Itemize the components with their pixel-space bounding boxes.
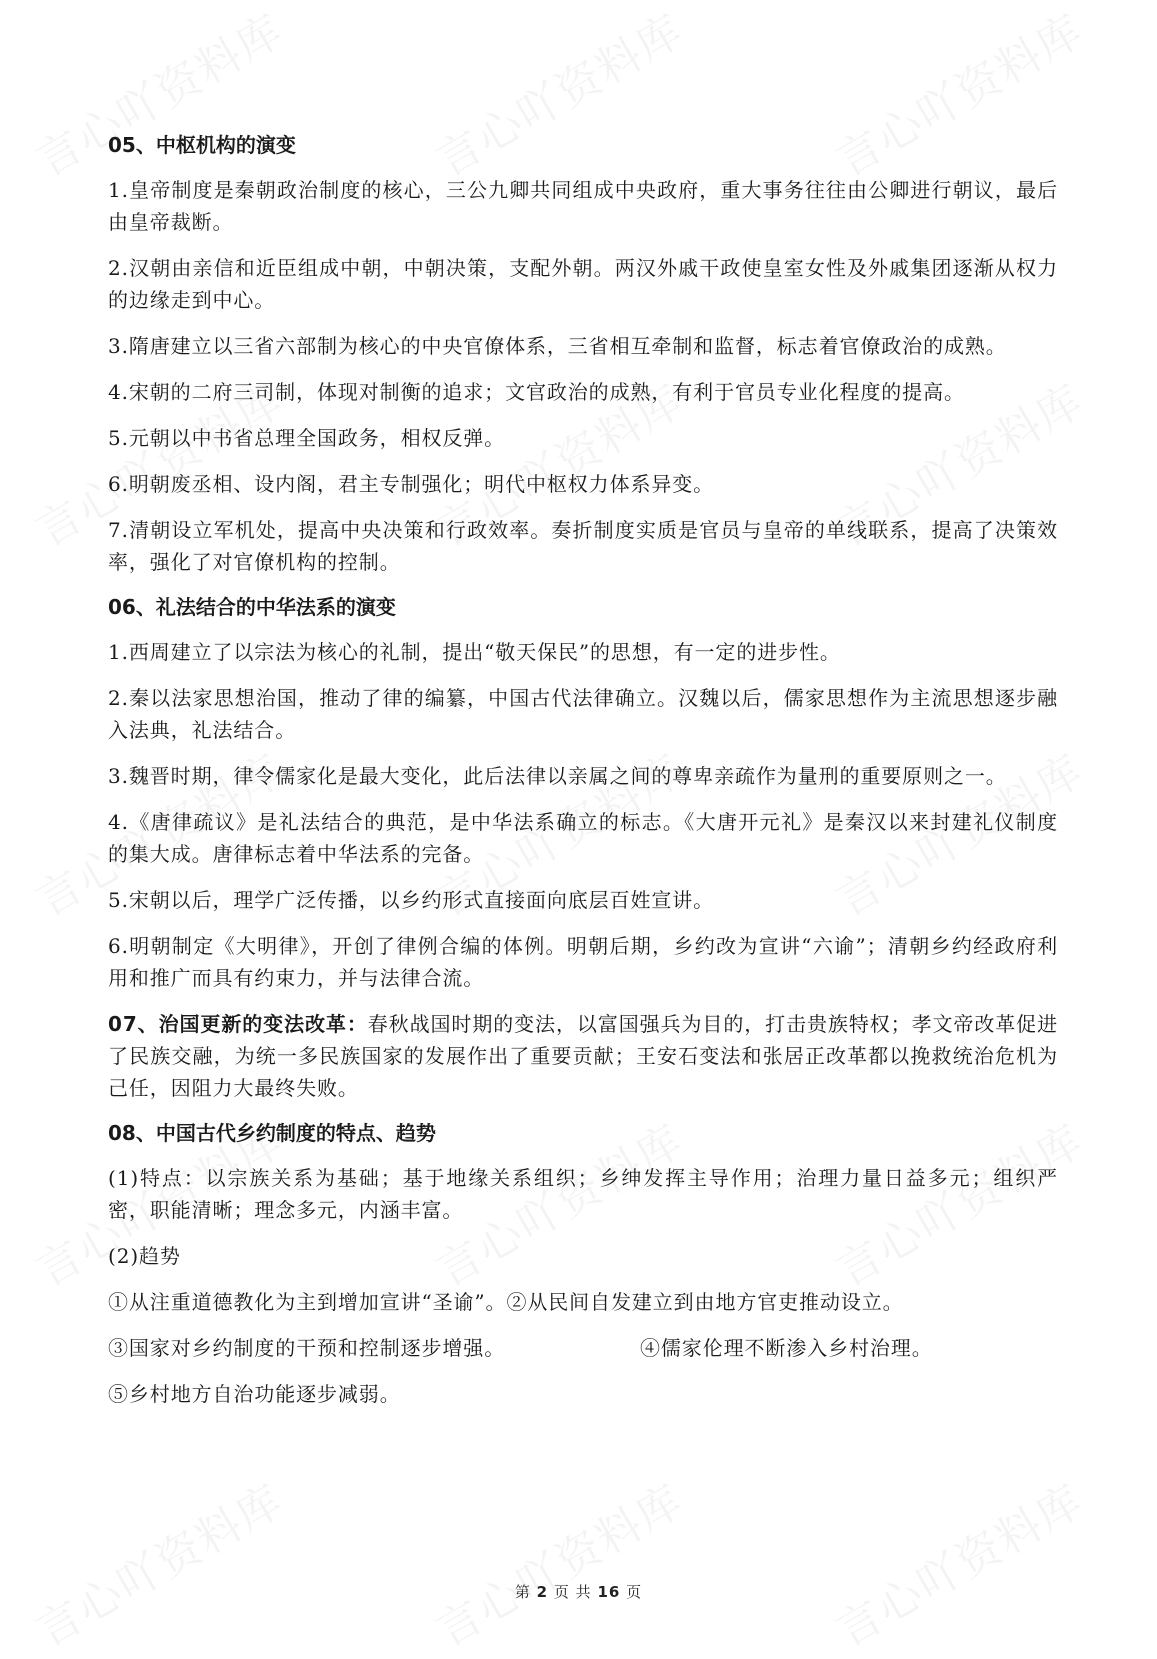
section-06-item: 5.宋朝以后，理学广泛传播，以乡约形式直接面向底层百姓宣讲。 [108, 888, 715, 912]
section-05-item: 7.清朝设立军机处，提高中央决策和行政效率。奏折制度实质是官员与皇帝的单线联系，提高了决策效率，强化了对官僚机构的控制。 [108, 518, 1058, 574]
section-06-item: 6.明朝制定《大明律》，开创了律例合编的体例。明朝后期，乡约改为宣讲“六谕”；清朝乡约经政府利用和推广而具有约束力，并与法律合流。 [108, 934, 1058, 990]
section-05-item: 1.皇帝制度是秦朝政治制度的核心，三公九卿共同组成中央政府，重大事务往往由公卿进行朝议，最后由皇帝裁断。 [108, 178, 1058, 234]
section-08-title: 08、中国古代乡约制度的特点、趋势 [108, 1121, 436, 1145]
section-05-item: 3.隋唐建立以三省六部制为核心的中央官僚体系，三省相互牵制和监督，标志着官僚政治的成熟。 [108, 334, 1007, 358]
section-08-trend-label: (2)趋势 [108, 1244, 181, 1268]
section-06-item: 1.西周建立了以宗法为核心的礼制，提出“敬天保民”的思想，有一定的进步性。 [108, 640, 841, 664]
section-07-paragraph [108, 1008, 1058, 1104]
section-05-item: 2.汉朝由亲信和近臣组成中朝，中朝决策，支配外朝。两汉外戚干政使皇室女性及外戚集团逐渐从权力的边缘走到中心。 [108, 256, 1058, 312]
section-08-trend-row [108, 1332, 1058, 1364]
section-08-trend-item: ①从注重道德教化为主到增加宣讲“圣谕”。②从民间自发建立到由地方官吏推动设立。 [108, 1290, 904, 1314]
watermark [22, 1465, 293, 1658]
section-07-title: 07、治国更新的变法改革： [108, 1012, 368, 1036]
footer-page-number: 2 [536, 1583, 549, 1601]
footer-total-pages: 16 [597, 1583, 621, 1601]
section-06-title: 06、礼法结合的中华法系的演变 [108, 595, 396, 619]
footer-suffix: 页 [626, 1583, 643, 1601]
section-05-item: 6.明朝废丞相、设内阁，君主专制强化；明代中枢权力体系异变。 [108, 472, 715, 496]
section-08-features: (1)特点：以宗族关系为基础；基于地缘关系组织；乡绅发挥主导作用；治理力量日益多元；组织严密，职能清晰；理念多元，内涵丰富。 [108, 1166, 1058, 1222]
section-06-item: 2.秦以法家思想治国，推动了律的编纂，中国古代法律确立。汉魏以后，儒家思想作为主流思想逐步融入法典，礼法结合。 [108, 686, 1058, 742]
section-06-item: 3.魏晋时期，律令儒家化是最大变化，此后法律以亲属之间的尊卑亲疏作为量刑的重要原则之一。 [108, 764, 1007, 788]
section-05-item: 4.宋朝的二府三司制，体现对制衡的追求；文官政治的成熟，有利于官员专业化程度的提高。 [108, 380, 965, 404]
section-08-trend-item: ⑤乡村地方自治功能逐步减弱。 [108, 1382, 401, 1406]
section-08-trend-item: ③国家对乡约制度的干预和控制逐步增强。 [108, 1336, 506, 1360]
page-footer [0, 1581, 1157, 1602]
page-content [108, 130, 1058, 1424]
footer-prefix: 第 [514, 1583, 531, 1601]
section-06-item: 4.《唐律疏议》是礼法结合的典范，是中华法系确立的标志。《大唐开元礼》是秦汉以来封建礼仪制度的集大成。唐律标志着中华法系的完备。 [108, 810, 1058, 866]
footer-middle: 页 共 [553, 1583, 592, 1601]
section-07-text: 春秋战国时期的变法，以富国强兵为目的，打击贵族特权；孝文帝改革促进了民族交融，为统一多民族国家的发展作出了重要贡献；王安石变法和张居正改革都以挽救统治危机为己任，因阻力大最终失败。 [108, 1012, 1058, 1100]
section-05-title: 05、中枢机构的演变 [108, 133, 296, 157]
watermark [422, 1465, 693, 1658]
watermark [822, 1465, 1093, 1658]
section-08-trend-item: ④儒家伦理不断渗入乡村治理。 [640, 1336, 933, 1360]
section-05-item: 5.元朝以中书省总理全国政务，相权反弹。 [108, 426, 506, 450]
